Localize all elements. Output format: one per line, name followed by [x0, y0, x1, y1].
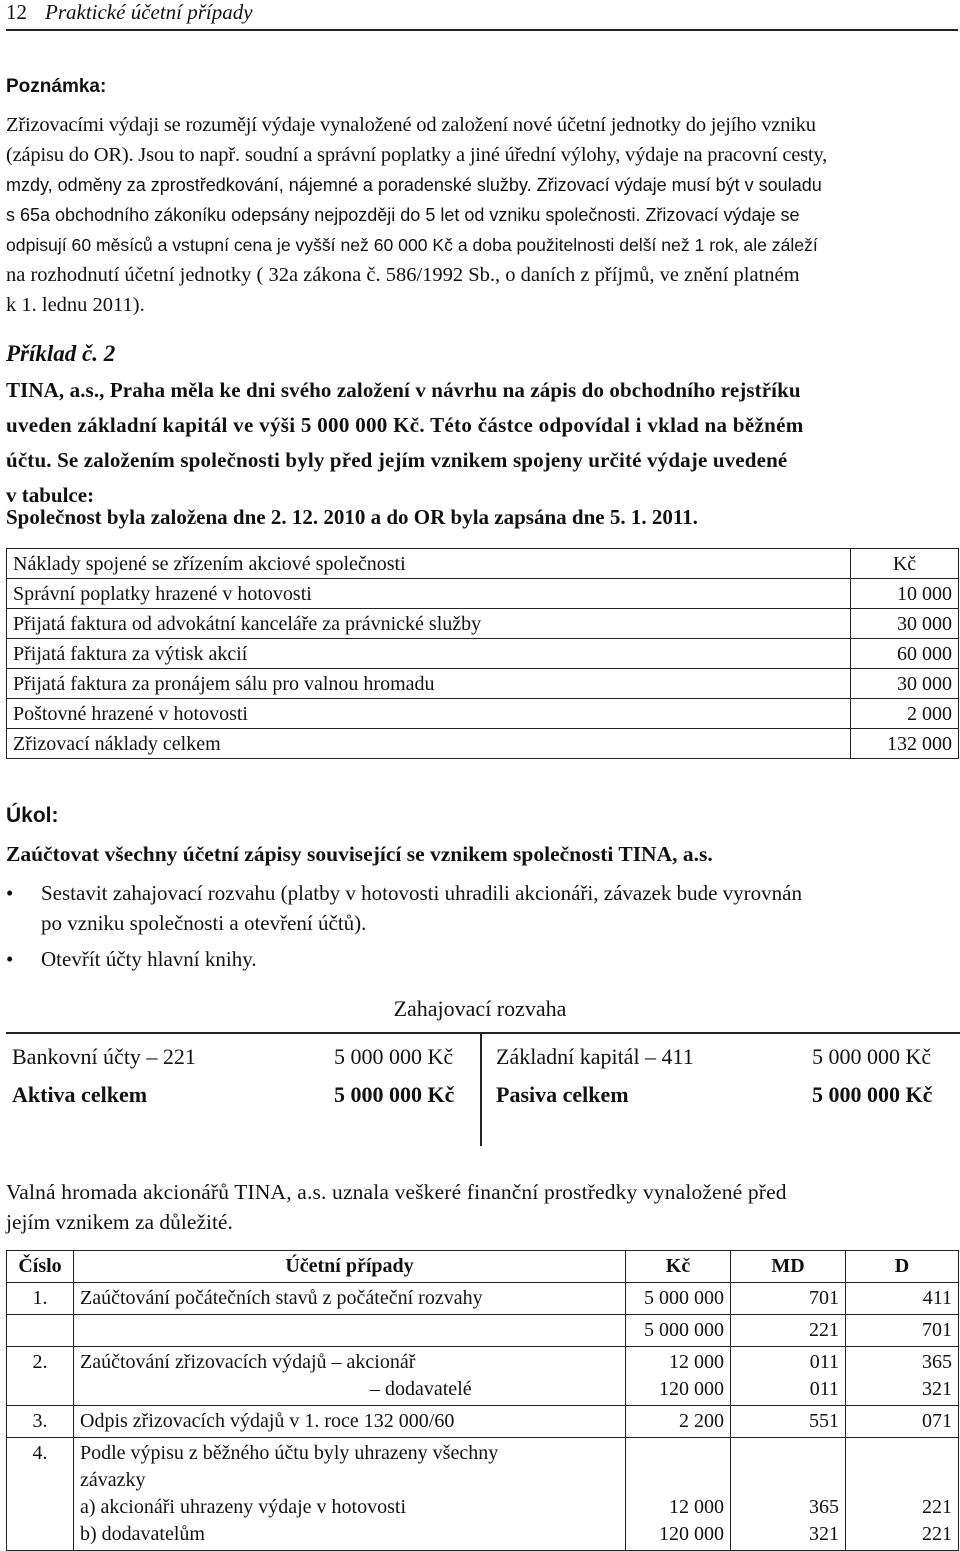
- note-line: k 1. lednu 2011).: [6, 294, 145, 316]
- founding-dates: Společnost byla založena dne 2. 12. 2010 a do OR byla zapsána dne 5. 1. 2011.: [6, 505, 698, 529]
- row-amount: 5 000 000: [626, 1315, 731, 1347]
- header-amount: Kč: [626, 1251, 731, 1283]
- bullet-line: Sestavit zahajovací rozvahu (platby v hotovosti uhradili akcionáři, závazek bude vyrovnán: [41, 881, 802, 905]
- note-line: odpisují 60 měsíců a vstupní cena je vyšší než 60 000 Kč a doba použitelnosti delší než 1 rok, ale záleží: [6, 235, 818, 255]
- row-case: [74, 1347, 626, 1406]
- row-d: [846, 1347, 959, 1406]
- liabilities-total: Pasiva celkem: [496, 1082, 629, 1107]
- page-number: 12: [6, 0, 27, 24]
- note-line: mzdy, odměny za zprostředkování, nájemné a poradenské služby. Zřizovací výdaje musí být v souladu: [6, 175, 822, 195]
- balance-divider: [480, 1032, 482, 1146]
- cost-value: 10 000: [851, 579, 959, 609]
- note-line: Zřizovacími výdaji se rozumějí výdaje vynaložené od založení nové účetní jednotky do jejího vzniku: [6, 114, 816, 136]
- assets-item-value: 5 000 000 Kč: [334, 1044, 454, 1069]
- row-case: [74, 1438, 626, 1551]
- costs-table: [6, 548, 959, 759]
- md-line: 365: [809, 1496, 839, 1518]
- example-paragraph: [6, 373, 958, 513]
- row-d: [846, 1438, 959, 1551]
- header-d: D: [846, 1251, 959, 1283]
- table-row: [7, 669, 959, 699]
- md-line: 321: [809, 1523, 839, 1545]
- journal-table: [6, 1250, 959, 1551]
- assets-total: Aktiva celkem: [12, 1082, 148, 1107]
- table-row: [7, 639, 959, 669]
- table-row: [7, 609, 959, 639]
- running-header: [6, 0, 253, 24]
- cost-label: Poštovné hrazené v hotovosti: [7, 699, 851, 729]
- amount-line: 120 000: [659, 1378, 724, 1400]
- example-line: uveden základní kapitál ve výši 5 000 000 Kč. Této částce odpovídal i vklad na běžném: [6, 413, 804, 437]
- case-line: Zaúčtování zřizovacích výdajů – akcionář: [80, 1351, 416, 1373]
- row-amount: [626, 1347, 731, 1406]
- d-line: 221: [922, 1523, 952, 1545]
- case-line: Podle výpisu z běžného účtu byly uhrazeny všechny: [80, 1442, 499, 1464]
- row-md: 551: [731, 1406, 846, 1438]
- row-case: Odpis zřizovacích výdajů v 1. roce 132 000/60: [74, 1406, 626, 1438]
- running-title: Praktické účetní případy: [45, 0, 253, 24]
- example-heading: Příklad č. 2: [6, 341, 116, 366]
- cost-label: Přijatá faktura od advokátní kanceláře za právnické služby: [7, 609, 851, 639]
- table-header-row: [7, 1251, 959, 1283]
- row-d: 701: [846, 1315, 959, 1347]
- d-line: 365: [922, 1351, 952, 1373]
- table-row: [7, 579, 959, 609]
- case-line: závazky: [80, 1469, 146, 1491]
- row-case: [74, 1315, 626, 1347]
- row-no: 4.: [7, 1438, 74, 1551]
- bullet-icon: •: [6, 881, 14, 905]
- cost-label: Zřizovací náklady celkem: [7, 729, 851, 759]
- bullet-line: Otevřít účty hlavní knihy.: [41, 947, 257, 971]
- row-no: [7, 1315, 74, 1347]
- row-d: 411: [846, 1283, 959, 1315]
- note-line: s 65a obchodního zákoníku odepsány nejpozději do 5 let od vzniku společnosti. Zřizovací výdaje se: [6, 205, 800, 225]
- cost-label: Správní poplatky hrazené v hotovosti: [7, 579, 851, 609]
- note-line: (zápisu do OR). Jsou to např. soudní a správní poplatky a jiné úřední výlohy, výdaje na pracovní cesty,: [6, 144, 828, 166]
- assets-item: Bankovní účty – 221: [12, 1044, 196, 1069]
- table-row: [7, 1406, 959, 1438]
- d-line: 321: [922, 1378, 952, 1400]
- note-paragraph: [6, 110, 958, 320]
- cost-value: 30 000: [851, 669, 959, 699]
- row-d: 071: [846, 1406, 959, 1438]
- table-row: [7, 1347, 959, 1406]
- md-line: 011: [809, 1378, 839, 1400]
- row-case: Zaúčtování počátečních stavů z počáteční rozvahy: [74, 1283, 626, 1315]
- row-md: [731, 1347, 846, 1406]
- assets-total-value: 5 000 000 Kč: [334, 1082, 455, 1107]
- row-md: [731, 1438, 846, 1551]
- case-line: – dodavatelé: [370, 1378, 472, 1400]
- balance-title: Zahajovací rozvaha: [393, 996, 567, 1021]
- bullet-icon: •: [6, 947, 14, 971]
- assembly-line: jejím vznikem za důležité.: [6, 1210, 233, 1234]
- liabilities-item: Základní kapitál – 411: [496, 1044, 694, 1069]
- md-line: 011: [809, 1351, 839, 1373]
- table-row: [7, 1438, 959, 1551]
- row-no: 2.: [7, 1347, 74, 1406]
- row-no: 3.: [7, 1406, 74, 1438]
- costs-header-unit: Kč: [851, 549, 959, 579]
- amount-line: 12 000: [669, 1351, 724, 1373]
- table-row: [7, 1315, 959, 1347]
- row-md: 221: [731, 1315, 846, 1347]
- case-line: a) akcionáři uhrazeny výdaje v hotovosti: [80, 1496, 406, 1518]
- cost-value: 30 000: [851, 609, 959, 639]
- cost-value: 60 000: [851, 639, 959, 669]
- cost-value: 132 000: [851, 729, 959, 759]
- row-amount: 2 200: [626, 1406, 731, 1438]
- balance-top-rule: [6, 1032, 960, 1034]
- row-md: 701: [731, 1283, 846, 1315]
- bullet-line: po vzniku společnosti a otevření účtů).: [41, 911, 367, 935]
- example-line: účtu. Se založením společnosti byly před jejím vznikem spojeny určité výdaje uvedené: [6, 448, 788, 472]
- header-rule: [6, 29, 958, 31]
- cost-value: 2 000: [851, 699, 959, 729]
- cost-label: Přijatá faktura za výtisk akcií: [7, 639, 851, 669]
- table-row: [7, 1283, 959, 1315]
- d-line: 221: [922, 1496, 952, 1518]
- note-line: na rozhodnutí účetní jednotky ( 32a zákona č. 586/1992 Sb., o daních z příjmů, ve znění platném: [6, 264, 800, 286]
- example-line: v tabulce:: [6, 483, 95, 507]
- case-line: b) dodavatelům: [80, 1523, 205, 1545]
- row-no: 1.: [7, 1283, 74, 1315]
- task-bullet: [6, 878, 802, 938]
- example-line: TINA, a.s., Praha měla ke dni svého založení v návrhu na zápis do obchodního rejstříku: [6, 378, 801, 402]
- task-main: Zaúčtovat všechny účetní zápisy související se vznikem společnosti TINA, a.s.: [6, 842, 713, 866]
- table-row: [7, 729, 959, 759]
- table-header-row: [7, 549, 959, 579]
- table-row: [7, 699, 959, 729]
- amount-line: 120 000: [659, 1523, 724, 1545]
- task-bullet: [6, 944, 257, 974]
- header-no: Číslo: [7, 1251, 74, 1283]
- header-md: MD: [731, 1251, 846, 1283]
- cost-label: Přijatá faktura za pronájem sálu pro valnou hromadu: [7, 669, 851, 699]
- liabilities-total-value: 5 000 000 Kč: [812, 1082, 933, 1107]
- row-amount: [626, 1438, 731, 1551]
- costs-header-label: Náklady spojené se zřízením akciové společnosti: [7, 549, 851, 579]
- task-heading: Úkol:: [6, 804, 59, 827]
- note-heading: Poznámka:: [6, 76, 107, 97]
- amount-line: 12 000: [669, 1496, 724, 1518]
- header-case: Účetní případy: [74, 1251, 626, 1283]
- assembly-line: Valná hromada akcionářů TINA, a.s. uznala veškeré finanční prostředky vynaložené před: [6, 1180, 787, 1204]
- row-amount: 5 000 000: [626, 1283, 731, 1315]
- liabilities-item-value: 5 000 000 Kč: [812, 1044, 932, 1069]
- assembly-paragraph: [6, 1177, 958, 1237]
